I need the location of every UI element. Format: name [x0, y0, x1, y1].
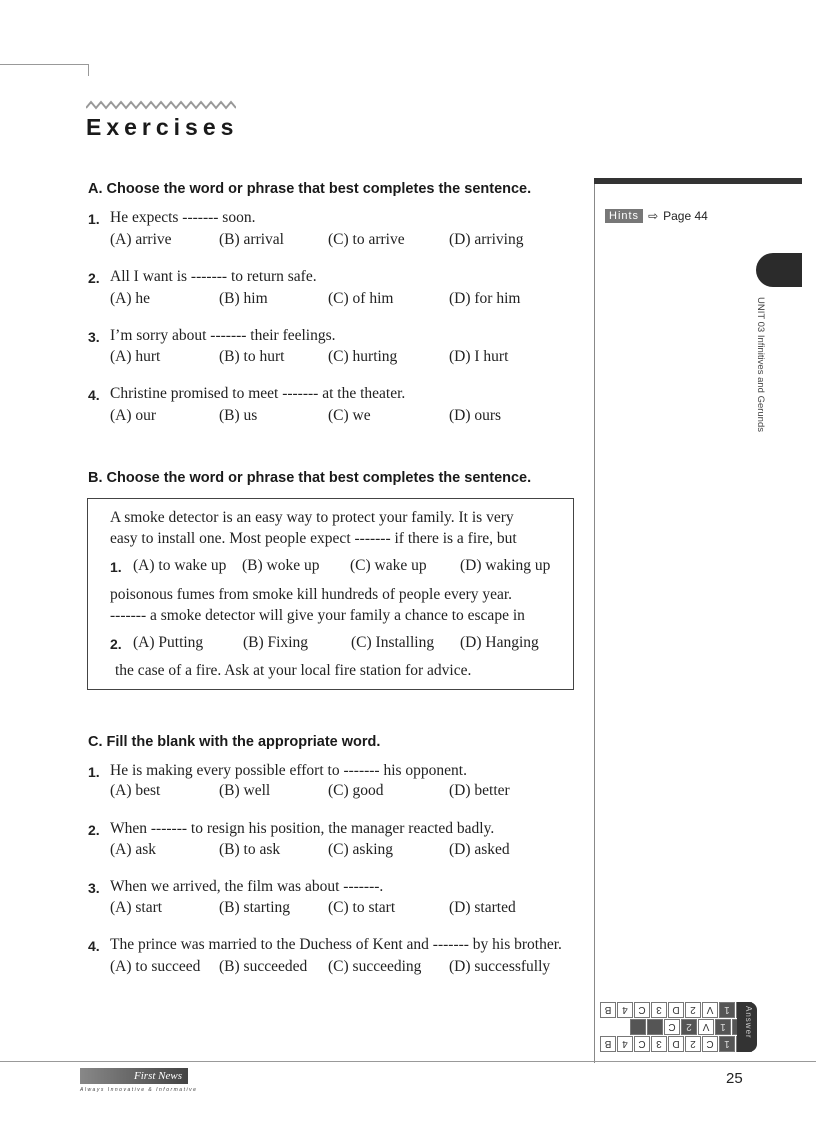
- option-a: (A) start: [110, 899, 163, 916]
- right-column-top-bar: [594, 178, 802, 184]
- option-a: (A) to wake up: [133, 557, 227, 574]
- option-c: (C) wake up: [350, 557, 427, 574]
- option-c: (C) Installing: [351, 634, 435, 651]
- option-a: (A) arrive: [110, 231, 172, 248]
- right-column-divider: [594, 178, 595, 1063]
- hints-reference: [605, 209, 708, 223]
- unit-tab: [756, 253, 802, 287]
- option-b: (B) us: [219, 407, 258, 424]
- option-c: (C) good: [328, 782, 384, 799]
- publisher-logo: First News: [80, 1068, 188, 1084]
- answer-key-tab: Answer: [737, 1002, 757, 1052]
- page-number: 25: [726, 1070, 743, 1087]
- answer-row: B 4 C 3 D 2 C 1: [600, 1036, 753, 1052]
- answer-key: [600, 1002, 753, 1052]
- option-b: (B) woke up: [242, 557, 320, 574]
- crop-mark-vertical: [88, 64, 89, 76]
- option-d: (D) better: [449, 782, 510, 799]
- option-a: (A) ask: [110, 841, 157, 858]
- option-b: (B) to ask: [219, 841, 281, 858]
- passage-line: poisonous fumes from smoke kill hundreds of people every year.: [110, 586, 513, 603]
- option-c: (C) succeeding: [328, 958, 422, 975]
- publisher-tagline: Always Innovative & Informative: [80, 1087, 198, 1093]
- option-a: (A) best: [110, 782, 161, 799]
- option-b: (B) him: [219, 290, 268, 307]
- option-d: (D) successfully: [449, 958, 551, 975]
- unit-side-label: UNIT 03 Infinitives and Gerunds: [755, 297, 766, 433]
- option-b: (B) to hurt: [219, 348, 285, 365]
- passage-line: the case of a fire. Ask at your local fire station for advice.: [115, 662, 472, 679]
- arrow-icon: ⇨: [648, 209, 659, 223]
- crop-mark-horizontal: [0, 64, 88, 65]
- option-d: (D) for him: [449, 290, 521, 307]
- option-c: (C) to start: [328, 899, 396, 916]
- option-d: (D) started: [449, 899, 516, 916]
- zigzag-ornament: [86, 100, 236, 110]
- option-a: (A) to succeed: [110, 958, 201, 975]
- hints-badge: Hints: [605, 209, 643, 223]
- section-a-heading: A. Choose the word or phrase that best completes the sentence.: [88, 181, 532, 197]
- option-a: (A) Putting: [133, 634, 204, 651]
- option-b: (B) starting: [219, 899, 291, 916]
- section-c-heading: C. Fill the blank with the appropriate word.: [88, 734, 381, 750]
- passage-line: A smoke detector is an easy way to protect your family. It is very: [110, 509, 514, 526]
- option-c: (C) of him: [328, 290, 394, 307]
- option-d: (D) asked: [449, 841, 510, 858]
- section-b-heading: B. Choose the word or phrase that best completes the sentence.: [88, 470, 532, 486]
- option-b: (B) succeeded: [219, 958, 308, 975]
- hints-page: Page 44: [663, 209, 708, 223]
- option-b: (B) arrival: [219, 231, 284, 248]
- answer-row: B 4 C 3 D 2 V 1: [600, 1002, 753, 1018]
- option-d: (D) arriving: [449, 231, 524, 248]
- option-d: (D) ours: [449, 407, 502, 424]
- option-c: (C) we: [328, 407, 371, 424]
- passage-line: ------- a smoke detector will give your family a chance to escape in: [110, 607, 525, 624]
- option-b: (B) well: [219, 782, 271, 799]
- option-c: (C) to arrive: [328, 231, 405, 248]
- option-a: (A) hurt: [110, 348, 161, 365]
- option-d: (D) waking up: [460, 557, 551, 574]
- option-b: (B) Fixing: [243, 634, 309, 651]
- option-d: (D) I hurt: [449, 348, 509, 365]
- option-c: (C) hurting: [328, 348, 398, 365]
- footer-divider: [0, 1061, 816, 1062]
- option-a: (A) our: [110, 407, 157, 424]
- option-a: (A) he: [110, 290, 151, 307]
- answer-row: C 2 V 1: [600, 1019, 753, 1035]
- page-title: Exercises: [86, 114, 239, 140]
- passage-line: easy to install one. Most people expect ------- if there is a fire, but: [110, 530, 517, 547]
- option-d: (D) Hanging: [460, 634, 539, 651]
- option-c: (C) asking: [328, 841, 394, 858]
